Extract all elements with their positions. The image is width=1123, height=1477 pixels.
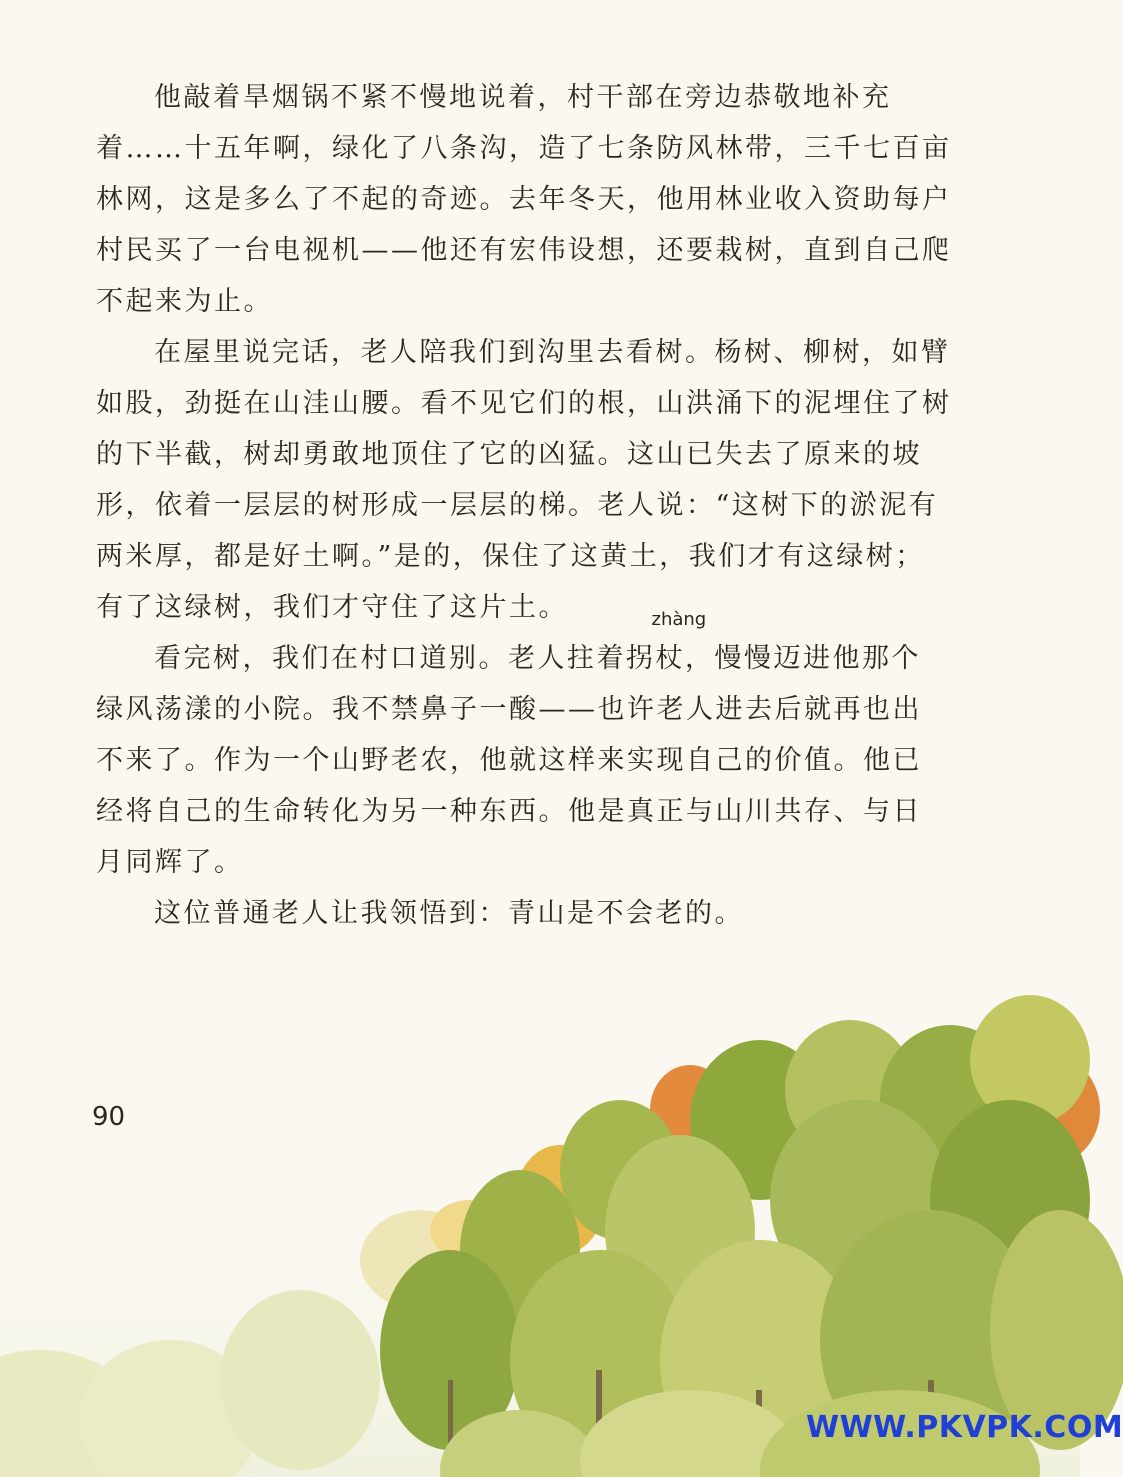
text-line: 有了这绿树，我们才守住了这片土。: [96, 592, 568, 623]
text-line: 经将自己的生命转化为另一种东西。他是真正与山川共存、与日: [96, 796, 922, 827]
article-body: [96, 72, 954, 939]
text-line: 形，依着一层层的树形成一层层的梯。老人说：“这树下的淤泥有: [96, 490, 939, 521]
ruby-base: 杖: [655, 643, 685, 674]
text-line: 的下半截，树却勇敢地顶住了它的凶猛。这山已失去了原来的坡: [96, 439, 922, 470]
text-line: 两米厚，都是好土啊。”是的，保住了这黄土，我们才有这绿树；: [96, 541, 925, 572]
text-line: 月同辉了。: [96, 847, 244, 878]
text-line: [96, 609, 954, 684]
text-line: 他敲着旱烟锅不紧不慢地说着，村干部在旁边恭敬地补充: [154, 82, 892, 113]
text-line: 不来了。作为一个山野老农，他就这样来实现自己的价值。他已: [96, 745, 922, 776]
ruby-character: [651, 609, 707, 684]
paragraph-3: [96, 609, 954, 888]
paragraph-2: [96, 327, 954, 633]
text-line: 绿风荡漾的小院。我不禁鼻子一酸——也许老人进去后就再也出: [96, 694, 922, 725]
text-line: 着……十五年啊，绿化了八条沟，造了七条防风林带，三千七百亩: [96, 133, 952, 164]
text-line: 林网，这是多么了不起的奇迹。去年冬天，他用林业收入资助每户: [96, 184, 952, 215]
paragraph-4: [96, 888, 954, 939]
text-line: 这位普通老人让我领悟到：青山是不会老的。: [154, 898, 744, 929]
paragraph-1: [96, 72, 954, 327]
watermark: WWW.PKVPK.COM: [806, 1410, 1123, 1445]
text-line: 村民买了一台电视机——他还有宏伟设想，还要栽树，直到自己爬: [96, 235, 952, 266]
text-line: 如股，劲挺在山洼山腰。看不见它们的根，山洪涌下的泥埋住了树: [96, 388, 952, 419]
text-segment: 看完树，我们在村口道别。老人拄着拐: [154, 643, 656, 674]
forest-illustration: [0, 1000, 1080, 1477]
text-line: 不起来为止。: [96, 286, 273, 317]
text-segment: ，慢慢迈进他那个: [685, 643, 921, 674]
text-line: 在屋里说完话，老人陪我们到沟里去看树。杨树、柳树，如臂: [154, 337, 951, 368]
page-number: 90: [92, 1102, 126, 1132]
pinyin-annotation: zhàng: [651, 609, 707, 630]
